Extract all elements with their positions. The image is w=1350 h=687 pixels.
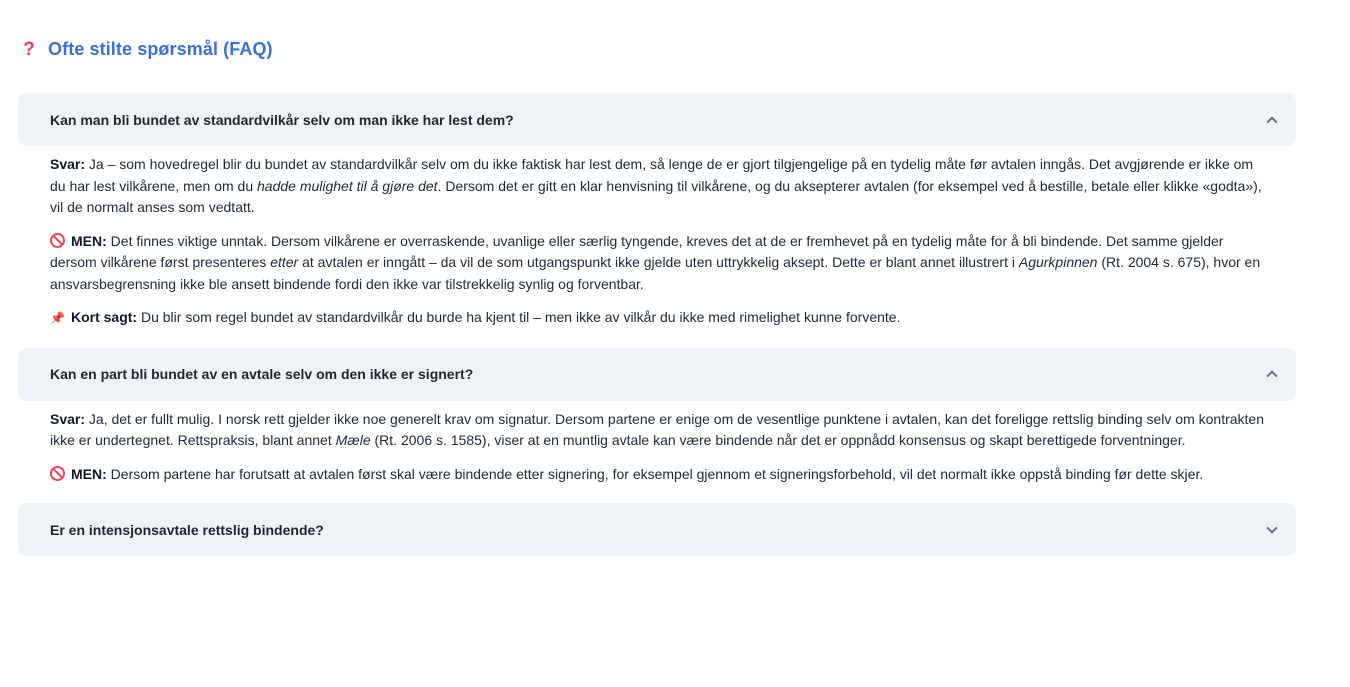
faq-answer [18, 401, 1296, 504]
faq-question: Kan man bli bundet av standardvilkår selv om man ikke har lest dem? [50, 111, 514, 128]
prohibited-icon [50, 466, 65, 481]
question-mark-icon: ? [23, 38, 35, 60]
faq-question-toggle[interactable] [18, 93, 1296, 146]
faq-question: Er en intensjonsavtale rettslig bindende? [50, 521, 324, 538]
chevron-up-icon[interactable] [1266, 116, 1277, 127]
prohibited-icon [50, 233, 65, 248]
answer-paragraph: Svar: Ja – som hovedregel blir du bundet av standardvilkår selv om du ikke faktisk har lest dem, så lenge de er gjort tilgjengelige på en tydelig måte før avtalen inngås. Det avgjørende er ikke om du har lest vilkårene, men om du hadde mulighet til å gjøre det. Dersom det er gitt en klar henvisning til vilkårene, og du aksepterer avtalen (for eksempel ved å bestille, betale eller klikke «godta»), vil de normalt anses som vedtatt. [50, 156, 1262, 215]
exception-paragraph: MEN: Dersom partene har forutsatt at avtalen først skal være bindende etter signering, for eksempel gjennom et signeringsforbehold, vil det normalt ikke oppstå binding før dette skjer. [50, 464, 1264, 486]
exception-label: MEN: [71, 232, 107, 249]
exception-label: MEN: [71, 465, 107, 482]
faq-question: Kan en part bli bundet av en avtale selv om den ikke er signert? [50, 366, 474, 382]
chevron-up-icon[interactable] [1266, 370, 1277, 381]
faq-item [18, 348, 1296, 504]
answer-paragraph: Svar: Ja, det er fullt mulig. I norsk rett gjelder ikke noe generelt krav om signatur. Dersom partene er enige om de vesentlige punktene i avtalen, kan det foreligge rettslig binding selv om kontrakten ikke er undertegnet. Rettspraksis, blant annet Mæle (Rt. 2006 s. 1585), viser at en muntlig avtale kan være bindende når det er oppnådd konsensus og skapt berettigede forventninger. [50, 410, 1264, 448]
answer-label: Svar: [50, 410, 86, 427]
faq-item [18, 93, 1296, 348]
faq-title: Ofte stilte spørsmål (FAQ) [48, 38, 273, 59]
pushpin-icon: 📌 [50, 311, 65, 325]
faq-question-toggle[interactable] [18, 348, 1296, 401]
faq-item [18, 503, 1296, 556]
chevron-down-icon[interactable] [1266, 522, 1277, 533]
summary-label: Kort sagt: [70, 309, 138, 325]
exception-paragraph: MEN: Det finnes viktige unntak. Dersom vilkårene er overraskende, uvanlige eller særlig tyngende, kreves det at de er fremhevet på en tydelig måte for å bli bindende. Det samme gjelder dersom vilkårene først presenteres etter at avtalen er inngått – da vil de som utgangspunkt ikke gjelde uten uttrykkelig aksept. Dette er blant annet illustrert i Agurkpinnen (Rt. 2004 s. 675), hvor en ansvarsbegrensning ikke ble ansett bindende fordi den ikke var tilstrekkelig synlig og forventbar. [50, 232, 1261, 292]
summary-paragraph: 📌 Kort sagt: Du blir som regel bundet av standardvilkår du burde ha kjent til – men ikke av vilkår du ikke med rimelighet kunne forvente. [50, 309, 901, 325]
faq-section [18, 0, 1296, 556]
answer-label: Svar: [50, 156, 86, 172]
faq-answer [18, 146, 1296, 348]
faq-heading [20, 36, 1296, 62]
faq-question-toggle[interactable] [18, 503, 1296, 556]
